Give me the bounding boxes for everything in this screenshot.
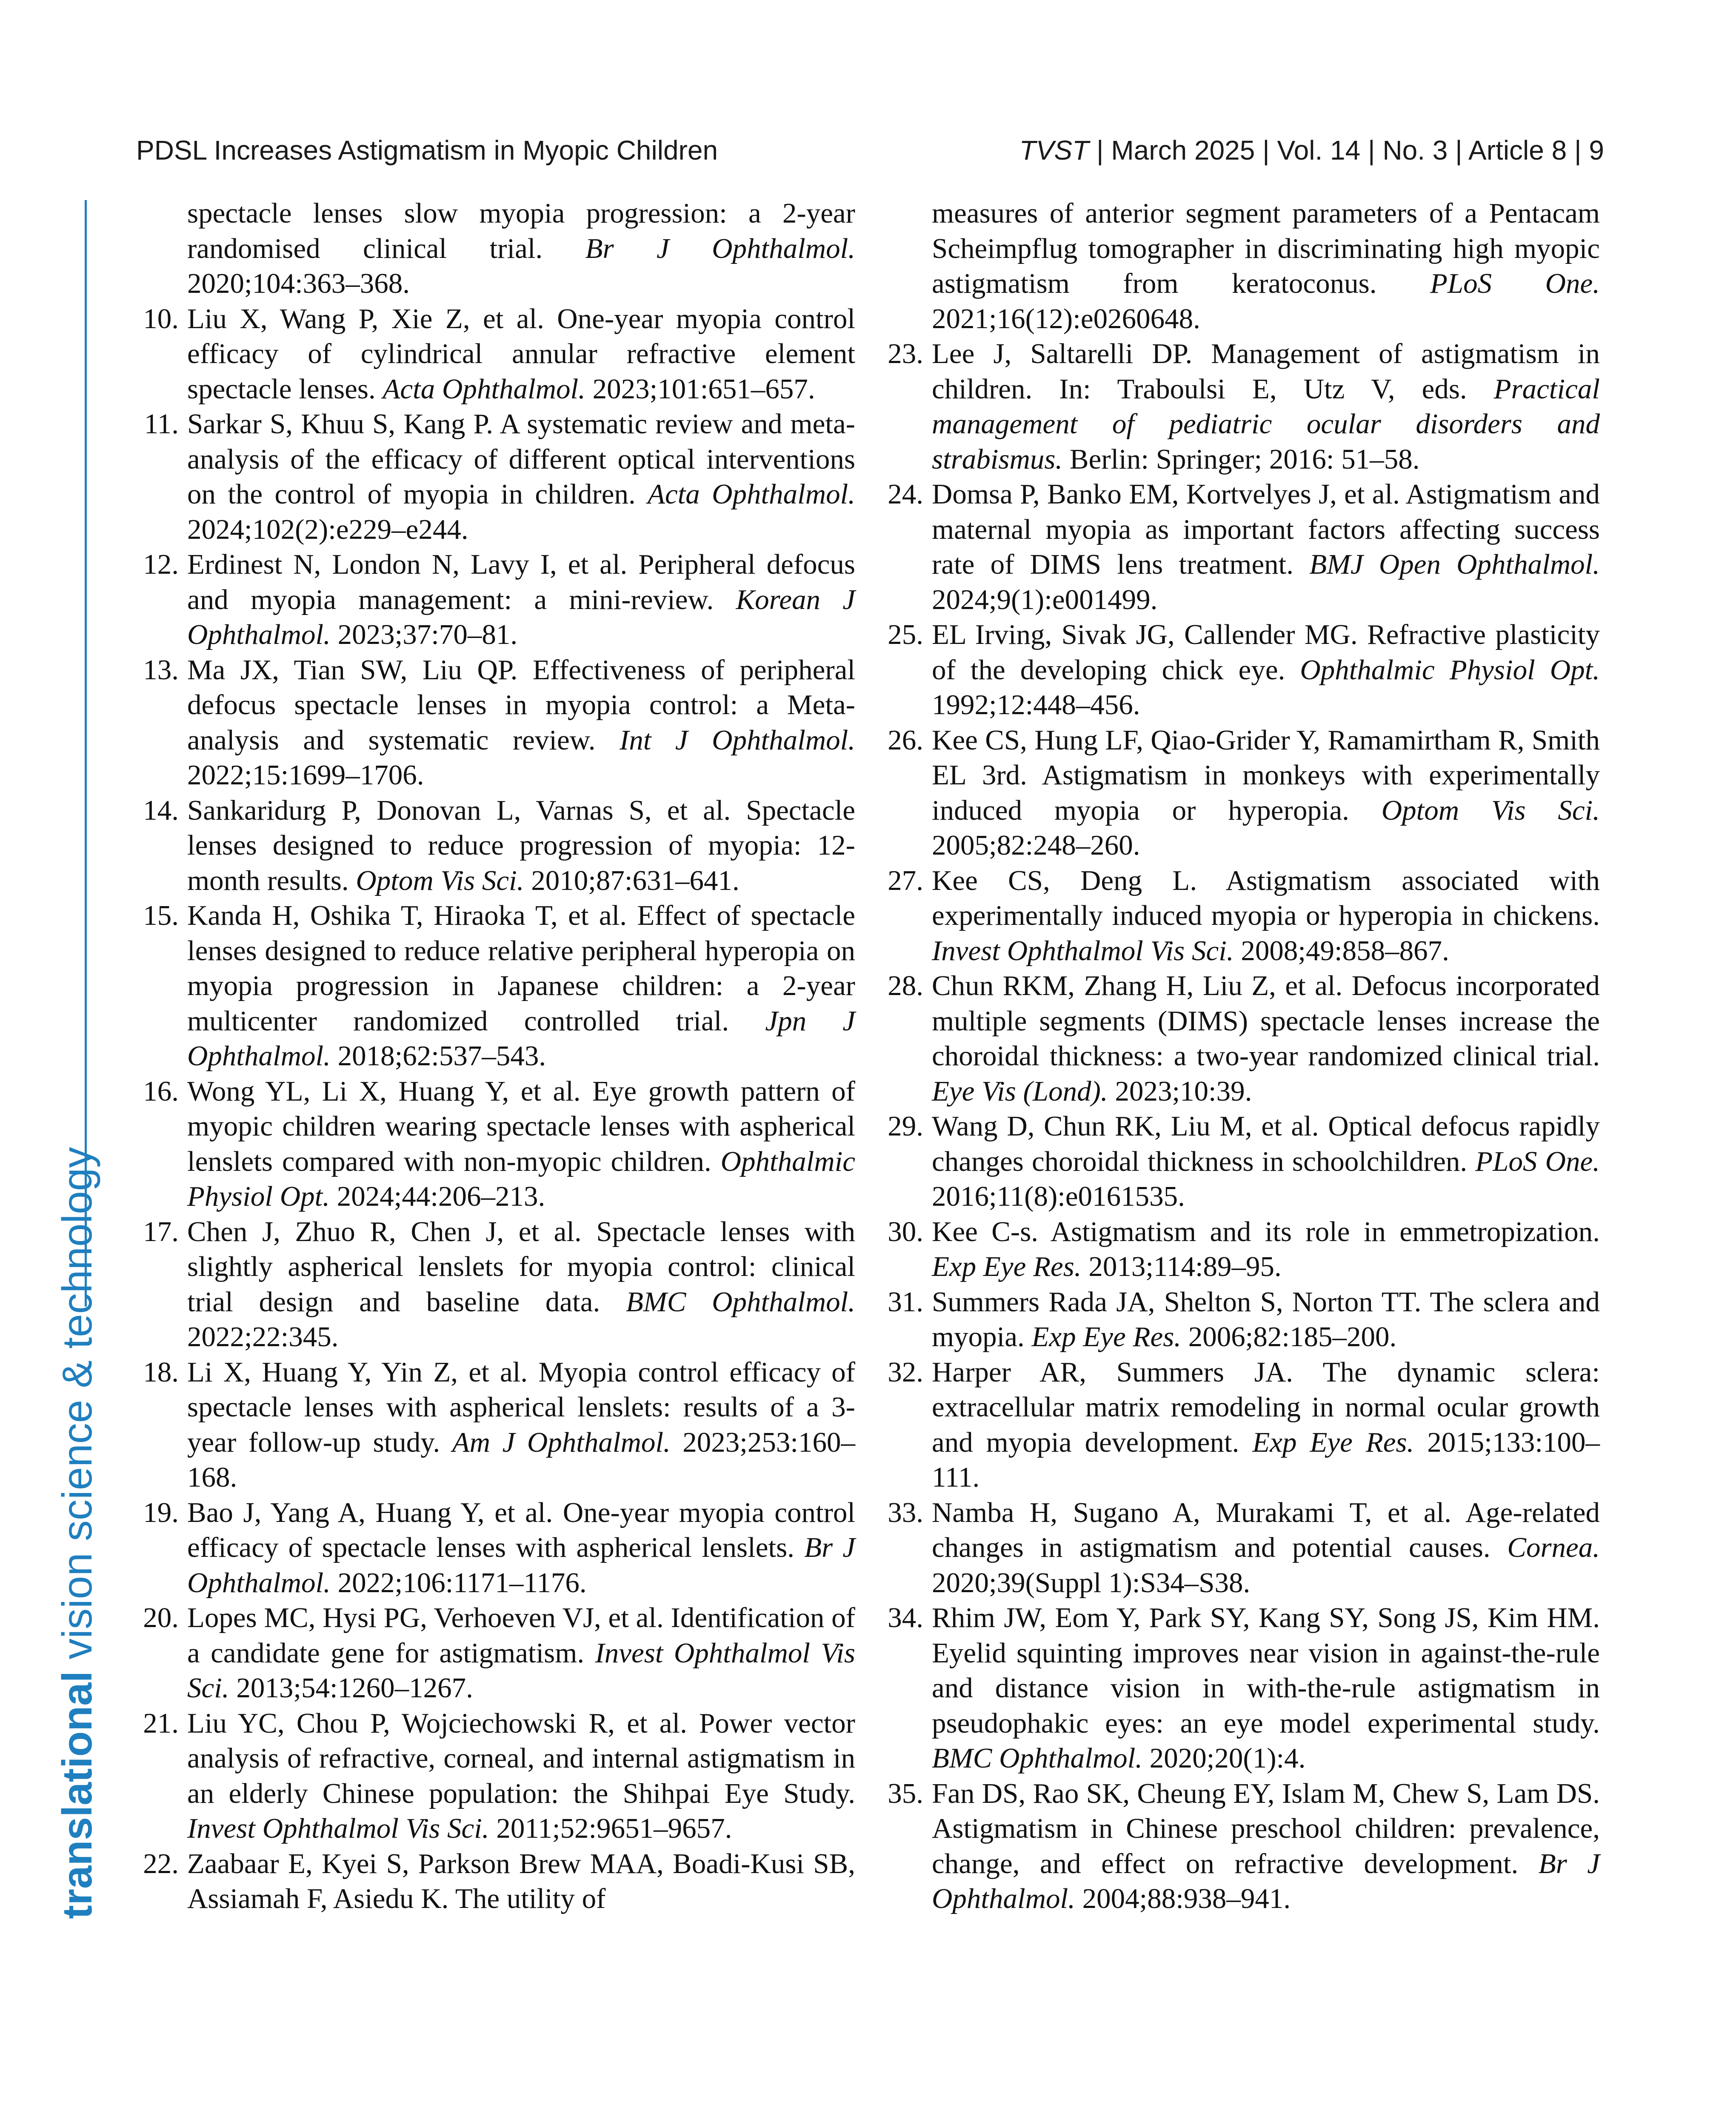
- reference-journal: Ophthalmic Physiol Opt.: [1300, 654, 1600, 686]
- reference-journal: Acta Ophthalmol.: [383, 373, 585, 405]
- reference-item: 33 . Namba H, Sugano A, Murakami T, et al. Age-related changes in astigmatism and potential causes. Cornea. 2020;39(Suppl 1):S34–S38.: [885, 1495, 1600, 1601]
- journal-citation: [1019, 134, 1604, 166]
- side-label-regular: vision science & technology: [54, 1147, 100, 1671]
- reference-number: 22 .: [136, 1846, 179, 1882]
- reference-number: 25 .: [881, 617, 923, 652]
- reference-journal: Invest Ophthalmol Vis Sci.: [187, 1637, 855, 1704]
- reference-number: 34 .: [881, 1600, 923, 1636]
- reference-journal: Eye Vis (Lond).: [932, 1075, 1108, 1107]
- reference-journal: Optom Vis Sci.: [356, 864, 524, 896]
- reference-number: 17 .: [136, 1214, 179, 1250]
- reference-item: 10 . Liu X, Wang P, Xie Z, et al. One-year myopia control efficacy of cylindrical annular refractive element spectacle lenses. Acta Ophthalmol. 2023;101:651–657.: [140, 301, 855, 407]
- reference-item: measures of anterior segment parameters of a Pentacam Scheimpflug tomographer in discriminating high myopic astigmatism from keratoconus. PLoS One. 2021;16(12):e0260648.: [932, 197, 1600, 335]
- reference-number: 23 .: [881, 336, 923, 372]
- reference-number: 24 .: [881, 477, 923, 512]
- reference-item: 30 . Kee C-s. Astigmatism and its role in emmetropization. Exp Eye Res. 2013;114:89–95.: [885, 1214, 1600, 1284]
- reference-item: 20 . Lopes MC, Hysi PG, Verhoeven VJ, et al. Identification of a candidate gene for astigmatism. Invest Ophthalmol Vis Sci. 2013;54:1260–1267.: [140, 1600, 855, 1706]
- side-rule: [85, 200, 87, 1307]
- reference-number: 21 .: [136, 1706, 179, 1741]
- reference-number: 10 .: [136, 301, 179, 337]
- reference-number: 27 .: [881, 863, 923, 898]
- reference-item: 11 . Sarkar S, Khuu S, Kang P. A systematic review and meta-analysis of the efficacy of different optical interventions on the control of myopia in children. Acta Ophthalmol. 2024;102(2):e229–e244.: [140, 406, 855, 547]
- journal-side-label: [53, 1147, 100, 2128]
- references-right-column: [885, 196, 1600, 1916]
- reference-journal: Exp Eye Res.: [932, 1251, 1082, 1282]
- reference-journal: BMJ Open Ophthalmol.: [1309, 549, 1600, 580]
- reference-item: 26 . Kee CS, Hung LF, Qiao-Grider Y, Ramamirtham R, Smith EL 3rd. Astigmatism in monkeys with experimentally induced myopia or hyperopia. Optom Vis Sci. 2005;82:248–260.: [885, 723, 1600, 863]
- reference-number: 16 .: [136, 1074, 179, 1109]
- references-left-column: [140, 196, 855, 1916]
- reference-number: 18 .: [136, 1355, 179, 1390]
- reference-number: 30 .: [881, 1214, 923, 1250]
- reference-journal: Invest Ophthalmol Vis Sci.: [932, 935, 1234, 967]
- reference-number: 31 .: [881, 1284, 923, 1320]
- reference-number: 14 .: [136, 793, 179, 828]
- reference-journal: Jpn J Ophthalmol.: [187, 1005, 855, 1072]
- reference-number: 15 .: [136, 898, 179, 933]
- reference-number: 28 .: [881, 968, 923, 1004]
- running-header: [136, 134, 1604, 166]
- reference-journal: Acta Ophthalmol.: [648, 478, 855, 510]
- reference-journal: BMC Ophthalmol.: [932, 1742, 1143, 1774]
- reference-item: spectacle lenses slow myopia progression: a 2-year randomised clinical trial. Br J Ophthalmol. 2020;104:363–368.: [187, 197, 856, 299]
- journal-side-band: [54, 200, 100, 2098]
- reference-item: 28 . Chun RKM, Zhang H, Liu Z, et al. Defocus incorporated multiple segments (DIMS) spectacle lenses increase the choroidal thickness: a two-year randomized clinical trial. Eye Vis (Lond). 2023;10:39.: [885, 968, 1600, 1109]
- reference-item: 13 . Ma JX, Tian SW, Liu QP. Effectiveness of peripheral defocus spectacle lenses in myopia control: a Meta-analysis and systematic review. Int J Ophthalmol. 2022;15:1699–1706.: [140, 652, 855, 793]
- reference-number: 11 .: [136, 406, 179, 442]
- reference-item: 14 . Sankaridurg P, Donovan L, Varnas S, et al. Spectacle lenses designed to reduce progression of myopia: 12-month results. Optom Vis Sci. 2010;87:631–641.: [140, 793, 855, 898]
- reference-item: 18 . Li X, Huang Y, Yin Z, et al. Myopia control efficacy of spectacle lenses with aspherical lenslets: results of a 3-year follow-up study. Am J Ophthalmol. 2023;253:160–168.: [140, 1355, 855, 1495]
- reference-item: 19 . Bao J, Yang A, Huang Y, et al. One-year myopia control efficacy of spectacle lenses with aspherical lenslets. Br J Ophthalmol. 2022;106:1171–1176.: [140, 1495, 855, 1601]
- reference-number: 35 .: [881, 1776, 923, 1811]
- reference-item: 31 . Summers Rada JA, Shelton S, Norton TT. The sclera and myopia. Exp Eye Res. 2006;82:185–200.: [885, 1284, 1600, 1355]
- reference-journal: BMC Ophthalmol.: [625, 1286, 855, 1318]
- reference-journal: Cornea.: [1507, 1532, 1600, 1563]
- reference-item: 25 . EL Irving, Sivak JG, Callender MG. Refractive plasticity of the developing chick eye. Ophthalmic Physiol Opt. 1992;12:448–456.: [885, 617, 1600, 723]
- reference-item: 27 . Kee CS, Deng L. Astigmatism associated with experimentally induced myopia or hyperopia in chickens. Invest Ophthalmol Vis Sci. 2008;49:858–867.: [885, 863, 1600, 969]
- reference-journal: Exp Eye Res.: [1252, 1426, 1414, 1458]
- reference-number: 32 .: [881, 1355, 923, 1390]
- side-label-bold: translational: [54, 1671, 100, 1919]
- reference-journal: Int J Ophthalmol.: [620, 724, 855, 756]
- reference-journal: Br J Ophthalmol.: [187, 1532, 855, 1599]
- reference-number: 26 .: [881, 723, 923, 758]
- reference-journal: Am J Ophthalmol.: [452, 1426, 671, 1458]
- issue-details: | March 2025 | Vol. 14 | No. 3 | Article 8 | 9: [1089, 135, 1604, 166]
- reference-item: 35 . Fan DS, Rao SK, Cheung EY, Islam M, Chew S, Lam DS. Astigmatism in Chinese preschool children: prevalence, change, and effect on refractive development. Br J Ophthalmol. 2004;88:938–941.: [885, 1776, 1600, 1916]
- reference-item: 34 . Rhim JW, Eom Y, Park SY, Kang SY, Song JS, Kim HM. Eyelid squinting improves near vision in against-the-rule and distance vision in with-the-rule astigmatism in pseudophakic eyes: an eye model experimental study. BMC Ophthalmol. 2020;20(1):4.: [885, 1600, 1600, 1776]
- reference-item: 22 . Zaabaar E, Kyei S, Parkson Brew MAA, Boadi-Kusi SB, Assiamah F, Asiedu K. The utility of: [140, 1846, 855, 1916]
- reference-item: 15 . Kanda H, Oshika T, Hiraoka T, et al. Effect of spectacle lenses designed to reduce relative peripheral hyperopia on myopia progression in Japanese children: a 2-year multicenter randomized controlled trial. Jpn J Ophthalmol. 2018;62:537–543.: [140, 898, 855, 1074]
- reference-number: 29 .: [881, 1109, 923, 1144]
- reference-item: 23 . Lee J, Saltarelli DP. Management of astigmatism in children. In: Traboulsi E, Utz V, eds. Practical management of pediatric ocular disorders and strabismus. Berlin: Springer; 2016: 51–58.: [885, 336, 1600, 477]
- reference-item: 16 . Wong YL, Li X, Huang Y, et al. Eye growth pattern of myopic children wearing spectacle lenses with aspherical lenslets compared with non-myopic children. Ophthalmic Physiol Opt. 2024;44:206–213.: [140, 1074, 855, 1214]
- reference-item: 29 . Wang D, Chun RK, Liu M, et al. Optical defocus rapidly changes choroidal thickness in schoolchildren. PLoS One. 2016;11(8):e0161535.: [885, 1109, 1600, 1214]
- reference-journal: Exp Eye Res.: [1031, 1321, 1182, 1353]
- reference-item: 12 . Erdinest N, London N, Lavy I, et al. Peripheral defocus and myopia management: a mini-review. Korean J Ophthalmol. 2023;37:70–81.: [140, 547, 855, 652]
- running-title: PDSL Increases Astigmatism in Myopic Children: [136, 135, 718, 166]
- reference-item: 21 . Liu YC, Chou P, Wojciechowski R, et al. Power vector analysis of refractive, corneal, and internal astigmatism in an elderly Chinese population: the Shihpai Eye Study. Invest Ophthalmol Vis Sci. 2011;52:9651–9657.: [140, 1706, 855, 1846]
- reference-number: 20 .: [136, 1600, 179, 1636]
- reference-journal: Br J Ophthalmol.: [932, 1848, 1600, 1914]
- reference-number: 33 .: [881, 1495, 923, 1530]
- reference-number: 13 .: [136, 652, 179, 688]
- journal-name: TVST: [1019, 135, 1089, 166]
- reference-item: 24 . Domsa P, Banko EM, Kortvelyes J, et al. Astigmatism and maternal myopia as important factors affecting success rate of DIMS lens treatment. BMJ Open Ophthalmol. 2024;9(1):e001499.: [885, 477, 1600, 617]
- reference-journal: Korean J Ophthalmol.: [187, 583, 855, 650]
- reference-journal: Ophthalmic Physiol Opt.: [187, 1145, 855, 1212]
- reference-journal: Practical management of pediatric ocular disorders and strabismus.: [932, 373, 1600, 475]
- reference-journal: PLoS One.: [1475, 1145, 1600, 1177]
- reference-journal: Invest Ophthalmol Vis Sci.: [187, 1813, 489, 1844]
- reference-item: 32 . Harper AR, Summers JA. The dynamic sclera: extracellular matrix remodeling in normal ocular growth and myopia development. Exp Eye Res. 2015;133:100–111.: [885, 1355, 1600, 1495]
- reference-item: 17 . Chen J, Zhuo R, Chen J, et al. Spectacle lenses with slightly aspherical lenslets for myopia control: clinical trial design and baseline data. BMC Ophthalmol. 2022;22:345.: [140, 1214, 855, 1355]
- reference-number: 19 .: [136, 1495, 179, 1530]
- reference-number: 12 .: [136, 547, 179, 582]
- reference-journal: Optom Vis Sci.: [1381, 794, 1600, 826]
